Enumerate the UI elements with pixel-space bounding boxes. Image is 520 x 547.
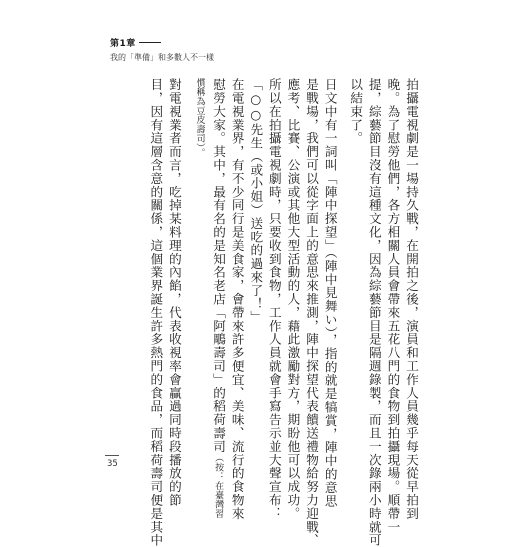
column-text: 應考、比賽、公演或其他大型活動的人，藉此激勵對方，期盼他可以成功。: [285, 78, 301, 521]
column-text: 晚。為了慰勞他們，各方相關人員會帶來五花八門的食物到拍攝現場。順帶一: [385, 78, 401, 534]
chapter-rule: [139, 42, 161, 43]
paragraph-gap: [183, 78, 190, 380]
column-text: 「○○先生（或小姐）送吃的過來了！」: [248, 78, 264, 324]
chapter-label: 第1章: [110, 39, 136, 49]
column-text: 所以在拍攝電視劇時，只要收到食物，工作人員就會手寫告示並大聲宣布：: [266, 78, 282, 521]
text-column: [190, 78, 209, 380]
column-text: 對電視業者而言，吃掉某料理的內餡，代表收視率會贏過同時段播放的節: [166, 78, 182, 507]
text-column: [164, 78, 183, 507]
column-text: 提，綜藝節目沒有這種文化，因為綜藝節目是隔週錄製，而且一次錄兩小時就可: [366, 78, 382, 547]
chapter-heading: [110, 36, 214, 49]
column-text: 目，因有這層含意的關係，這個業界誕生許多熱門的食品，而稻荷壽司便是其中: [148, 78, 164, 547]
column-text: 以結束了。: [348, 78, 364, 145]
footer-rule: [105, 455, 119, 456]
column-text: 慰勞大家。其中，最有名的是知名老店「阿鵰壽司」的稻荷壽司: [211, 78, 227, 454]
column-text: 日文中有一詞叫「陣中探望」（陣中見舞い），指的就是犒賞，陣中的意思: [322, 78, 338, 508]
text-column: [320, 78, 339, 508]
chapter-subtitle: 我的「準備」和多數人不一樣: [110, 53, 214, 62]
text-column: [301, 78, 320, 547]
text-column: [346, 78, 365, 380]
translator-note: 慣稱為豆皮壽司）。: [194, 78, 205, 158]
text-column: [246, 78, 265, 380]
translator-note: （按：在臺灣習: [213, 453, 224, 519]
text-column: [401, 78, 420, 521]
column-text: 在電視業界，有不少同行是美食家，會帶來許多便宜、美味、流行的食物來: [229, 78, 245, 521]
text-column: [383, 78, 402, 534]
paragraph-gap: [339, 78, 346, 380]
column-text: 拍攝電視劇是一場持久戰，在開拍之後，演員和工作人員幾乎每天從早拍到: [404, 78, 419, 521]
page-header: [110, 36, 214, 63]
text-column: [208, 78, 227, 519]
text-column: [283, 78, 302, 521]
text-column: [364, 78, 383, 547]
column-text: 是戰場，我們可以從字面上的意思來推測，陣中探望代表饋送禮物給努力迎戰、: [304, 78, 320, 547]
text-column: [146, 78, 165, 547]
text-column: [227, 78, 246, 521]
page-number: 35: [107, 459, 118, 469]
text-column: [264, 78, 283, 521]
